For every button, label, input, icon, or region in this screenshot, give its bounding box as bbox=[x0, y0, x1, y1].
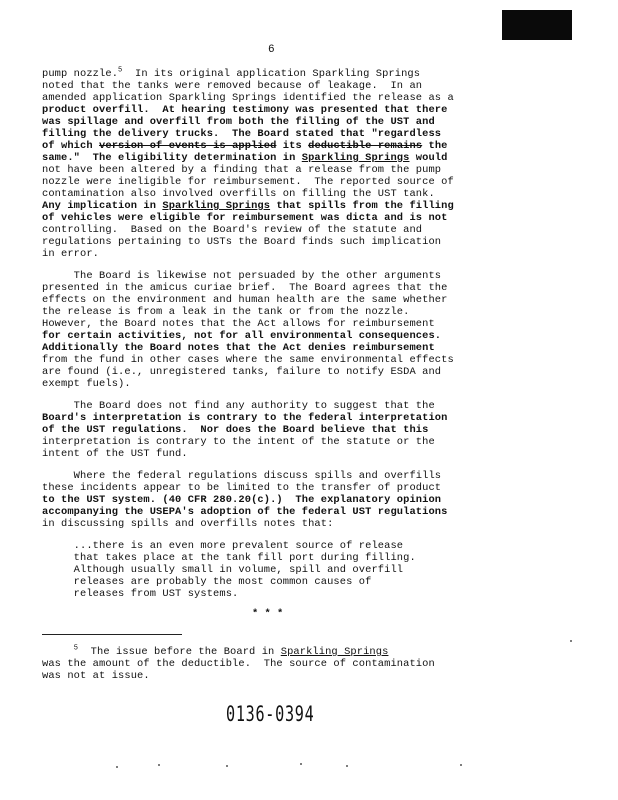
paragraph-2-line-4: the release is from a leak in the tank or from the nozzle. bbox=[42, 306, 410, 318]
paragraph-1-line-12: Any implication in Sparkling Springs that spills from the filling bbox=[42, 200, 454, 212]
scan-speck bbox=[300, 763, 302, 765]
paragraph-1-line-14: controlling. Based on the Board's review of the statute and bbox=[42, 224, 423, 236]
paragraph-3-line-1: The Board does not find any authority to suggest that the bbox=[42, 400, 435, 412]
paragraph-1-line-4: product overfill. At hearing testimony was presented that there bbox=[42, 104, 448, 116]
ellipsis-stars: * * * bbox=[252, 608, 284, 620]
scan-speck bbox=[346, 765, 348, 767]
paragraph-2-line-5: However, the Board notes that the Act allows for reimbursement bbox=[42, 318, 435, 330]
footnote-line-3: was not at issue. bbox=[42, 670, 150, 682]
paragraph-4-line-5: in discussing spills and overfills notes that: bbox=[42, 518, 334, 530]
case-name: Sparkling Springs bbox=[301, 152, 410, 164]
paragraph-4-line-1: Where the federal regulations discuss spills and overfills bbox=[42, 470, 442, 482]
paragraph-3-line-4: interpretation is contrary to the intent of the statute or the bbox=[42, 436, 435, 448]
paragraph-2-line-7: Additionally the Board notes that the Act denies reimbursement bbox=[42, 342, 435, 354]
document-stamp: 0136-0394 bbox=[226, 702, 315, 726]
paragraph-2-line-8: from the fund in other cases where the same environmental effects bbox=[42, 354, 454, 366]
block-quote-line-4: releases are probably the most common causes of bbox=[42, 576, 372, 588]
paragraph-1-line-15: regulations pertaining to USTs the Board finds such implication bbox=[42, 236, 442, 248]
scan-speck bbox=[570, 640, 572, 642]
scan-speck bbox=[116, 766, 118, 768]
struck-text: deductible remains bbox=[308, 140, 423, 152]
paragraph-1-line-16: in error. bbox=[42, 248, 100, 260]
footnote-line-2: was the amount of the deductible. The source of contamination bbox=[42, 658, 435, 670]
paragraph-1-line-1: pump nozzle.$^5$ In its original application Sparkling Springs bbox=[42, 66, 421, 80]
paragraph-4-line-3: to the UST system. (40 CFR 280.20(c).) The explanatory opinion bbox=[42, 494, 442, 506]
paragraph-3-line-3: of the UST regulations. Nor does the Board believe that this bbox=[42, 424, 429, 436]
case-name: Sparkling Springs bbox=[280, 646, 389, 658]
paragraph-1-line-13: of vehicles were eligible for reimbursement was dicta and is not bbox=[42, 212, 448, 224]
block-quote-line-1: ...there is an even more prevalent source of release bbox=[42, 540, 404, 552]
paragraph-1-line-10: nozzle were ineligible for reimbursement. The reported source of bbox=[42, 176, 454, 188]
paragraph-2-line-10: exempt fuels). bbox=[42, 378, 131, 390]
paragraph-1-line-5: was spillage and overfill from both the filling of the UST and bbox=[42, 116, 435, 128]
footnote-divider bbox=[42, 634, 182, 635]
footnote-marker: 5 bbox=[73, 644, 78, 653]
paragraph-3-line-5: intent of the UST fund. bbox=[42, 448, 188, 460]
block-quote-line-2: that takes place at the tank fill port during filling. bbox=[42, 552, 416, 564]
paragraph-1-line-11: contamination also involved overfills on filling the UST tank. bbox=[42, 188, 435, 200]
struck-text: version of events is applied bbox=[99, 140, 277, 152]
paragraph-2-line-1: The Board is likewise not persuaded by the other arguments bbox=[42, 270, 442, 282]
paragraph-1-line-2: noted that the tanks were removed because of leakage. In an bbox=[42, 80, 423, 92]
paragraph-2-line-2: presented in the amicus curiae brief. The Board agrees that the bbox=[42, 282, 448, 294]
paragraph-1-line-7: of which version of events is applied its deductible remains the bbox=[42, 140, 448, 152]
paragraph-1-line-3: amended application Sparkling Springs identified the release as a bbox=[42, 92, 454, 104]
paragraph-1-line-9: not have been altered by a finding that a release from the pump bbox=[42, 164, 442, 176]
block-quote-line-3: Although usually small in volume, spill and overfill bbox=[42, 564, 404, 576]
footnote-reference: 5 bbox=[118, 66, 123, 75]
footnote-line-1: $^5$ The issue before the Board in Sparkling Springs bbox=[73, 644, 389, 658]
paragraph-1-line-6: filling the delivery trucks. The Board stated that "regardless bbox=[42, 128, 442, 140]
scan-speck bbox=[158, 764, 160, 766]
paragraph-4-line-2: these incidents appear to be limited to the transfer of product bbox=[42, 482, 442, 494]
page-number: 6 bbox=[268, 44, 275, 56]
paragraph-3-line-2: Board's interpretation is contrary to the federal interpretation bbox=[42, 412, 448, 424]
scan-speck bbox=[226, 765, 228, 767]
paragraph-1-line-8: same." The eligibility determination in Sparkling Springs would bbox=[42, 152, 448, 164]
paragraph-2-line-6: for certain activities, not for all environmental consequences. bbox=[42, 330, 442, 342]
redaction-block bbox=[502, 10, 572, 40]
paragraph-2-line-3: effects on the environment and human health are the same whether bbox=[42, 294, 448, 306]
scan-speck bbox=[460, 764, 462, 766]
paragraph-4-line-4: accompanying the USEPA's adoption of the federal UST regulations bbox=[42, 506, 448, 518]
block-quote-line-5: releases from UST systems. bbox=[42, 588, 239, 600]
paragraph-2-line-9: are found (i.e., unregistered tanks, failure to notify ESDA and bbox=[42, 366, 442, 378]
case-name: Sparkling Springs bbox=[162, 200, 271, 212]
